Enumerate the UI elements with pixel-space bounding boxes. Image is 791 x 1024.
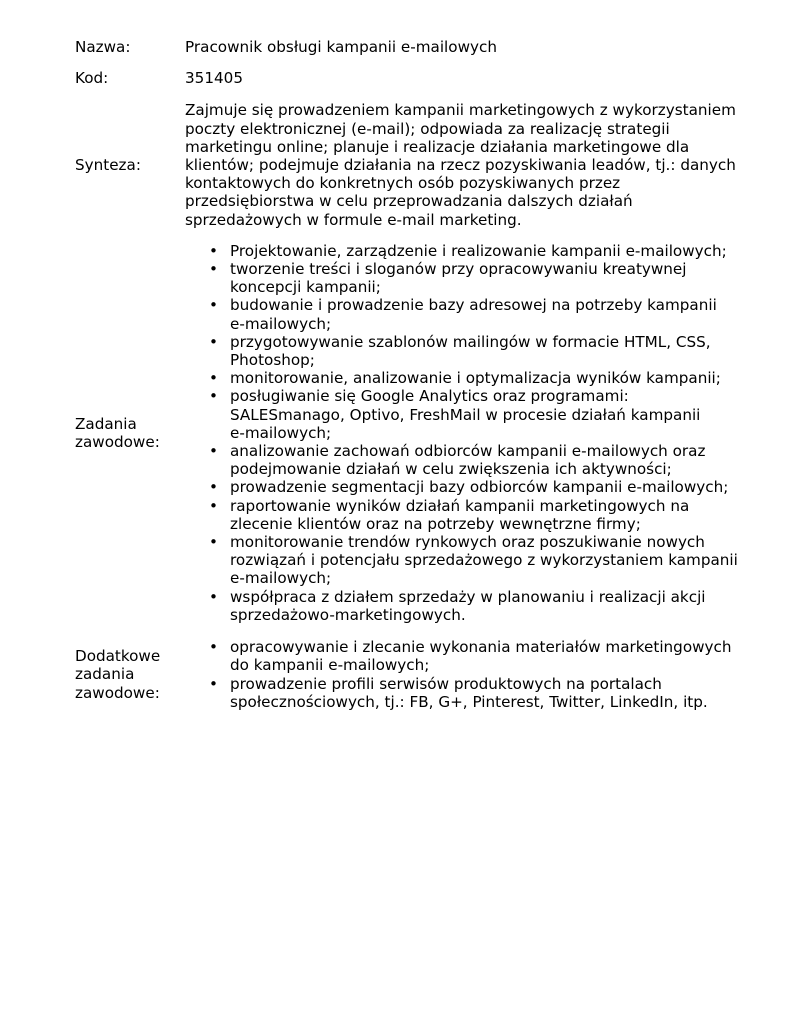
synthesis-label: Synteza: bbox=[75, 156, 141, 175]
list-item-line: • współpraca z działem sprzedaży w planowaniu i realizacji akcji bbox=[230, 587, 706, 606]
list-item bbox=[185, 675, 765, 711]
synthesis-line: klientów; podejmuje działania na rzecz pozyskiwania leadów, tj.: danych bbox=[185, 156, 736, 175]
synthesis-text bbox=[185, 101, 765, 228]
list-item bbox=[185, 387, 765, 442]
list-item-line: • raportowanie wyników działań kampanii marketingowych na bbox=[230, 496, 690, 515]
synthesis-line: przedsiębiorstwa w celu przeprowadzania dalszych działań bbox=[185, 192, 633, 211]
list-item-line: • monitorowanie trendów rynkowych oraz poszukiwanie nowych bbox=[230, 533, 705, 552]
list-item-line: rozwiązań i potencjału sprzedażowego z wykorzystaniem kampanii bbox=[230, 551, 738, 570]
code-value: 351405 bbox=[185, 69, 243, 88]
name-label: Nazwa: bbox=[75, 38, 131, 56]
synthesis-line: poczty elektronicznej (e-mail); odpowiada za realizację strategii bbox=[185, 119, 670, 138]
list-item bbox=[185, 333, 765, 369]
list-item bbox=[185, 588, 765, 624]
tasks-list-container bbox=[185, 242, 765, 624]
tasks-label-line: Zadania bbox=[75, 414, 137, 433]
occupation-document bbox=[75, 38, 765, 711]
list-item-line: • tworzenie treści i sloganów przy opracowywaniu kreatywnej bbox=[230, 260, 687, 279]
list-item bbox=[185, 497, 765, 533]
list-item-line: • prowadzenie profili serwisów produktowych na portalach bbox=[230, 674, 662, 693]
additional-tasks-list-container bbox=[185, 638, 765, 711]
list-item bbox=[185, 638, 765, 674]
synthesis-line: sprzedażowych w formule e-mail marketing. bbox=[185, 210, 522, 229]
list-item bbox=[185, 260, 765, 296]
list-item-line: • monitorowanie, analizowanie i optymalizacja wyników kampanii; bbox=[230, 369, 721, 388]
tasks-label bbox=[75, 415, 185, 451]
list-item-line: koncepcji kampanii; bbox=[230, 278, 381, 297]
additional-tasks-label-line: zadania bbox=[75, 665, 135, 684]
additional-tasks-label bbox=[75, 647, 185, 702]
list-item bbox=[185, 478, 765, 496]
list-item bbox=[185, 442, 765, 478]
name-value: Pracownik obsługi kampanii e-mailowych bbox=[185, 38, 497, 56]
list-item-line: do kampanii e-mailowych; bbox=[230, 656, 430, 675]
additional-tasks-row bbox=[75, 638, 765, 711]
list-item bbox=[185, 296, 765, 332]
list-item-line: • posługiwanie się Google Analytics oraz programami: bbox=[230, 387, 629, 406]
list-item-line: e-mailowych; bbox=[230, 314, 332, 333]
list-item-line: • budowanie i prowadzenie bazy adresowej na potrzeby kampanii bbox=[230, 296, 717, 315]
synthesis-row bbox=[75, 101, 765, 228]
synthesis-line: Zajmuje się prowadzeniem kampanii marketingowych z wykorzystaniem bbox=[185, 101, 736, 120]
list-item-line: • prowadzenie segmentacji bazy odbiorców kampanii e-mailowych; bbox=[230, 478, 729, 497]
list-item-line: • analizowanie zachowań odbiorców kampanii e-mailowych oraz bbox=[230, 442, 706, 461]
list-item-line: Photoshop; bbox=[230, 351, 315, 370]
list-item-line: zlecenie klientów oraz na potrzeby wewnętrzne firmy; bbox=[230, 514, 641, 533]
list-item-line: SALESmanago, Optivo, FreshMail w procesie działań kampanii bbox=[230, 405, 701, 424]
synthesis-line: kontaktowych do konkretnych osób pozyskiwanych przez bbox=[185, 174, 621, 193]
tasks-list bbox=[185, 242, 765, 624]
tasks-row bbox=[75, 242, 765, 624]
list-item-line: sprzedażowo-marketingowych. bbox=[230, 605, 466, 624]
list-item-line: • Projektowanie, zarządzenie i realizowanie kampanii e-mailowych; bbox=[230, 241, 727, 260]
code-label: Kod: bbox=[75, 69, 109, 88]
list-item bbox=[185, 242, 765, 260]
additional-tasks-label-line: Dodatkowe bbox=[75, 647, 161, 666]
list-item-line: e-mailowych; bbox=[230, 423, 332, 442]
additional-tasks-list bbox=[185, 638, 765, 711]
list-item bbox=[185, 369, 765, 387]
list-item-line: społecznościowych, tj.: FB, G+, Pinterest, Twitter, LinkedIn, itp. bbox=[230, 692, 708, 711]
name-row bbox=[75, 38, 765, 56]
tasks-label-line: zawodowe: bbox=[75, 432, 160, 451]
list-item-line: • opracowywanie i zlecanie wykonania materiałów marketingowych bbox=[230, 638, 732, 657]
additional-tasks-label-line: zawodowe: bbox=[75, 683, 160, 702]
list-item-line: e-mailowych; bbox=[230, 569, 332, 588]
list-item-line: • przygotowywanie szablonów mailingów w formacie HTML, CSS, bbox=[230, 332, 711, 351]
synthesis-line: marketingu online; planuje i realizacje działania marketingowe dla bbox=[185, 137, 690, 156]
list-item bbox=[185, 533, 765, 588]
list-item-line: podejmowanie działań w celu zwiększenia ich aktywności; bbox=[230, 460, 672, 479]
code-row bbox=[75, 69, 765, 87]
